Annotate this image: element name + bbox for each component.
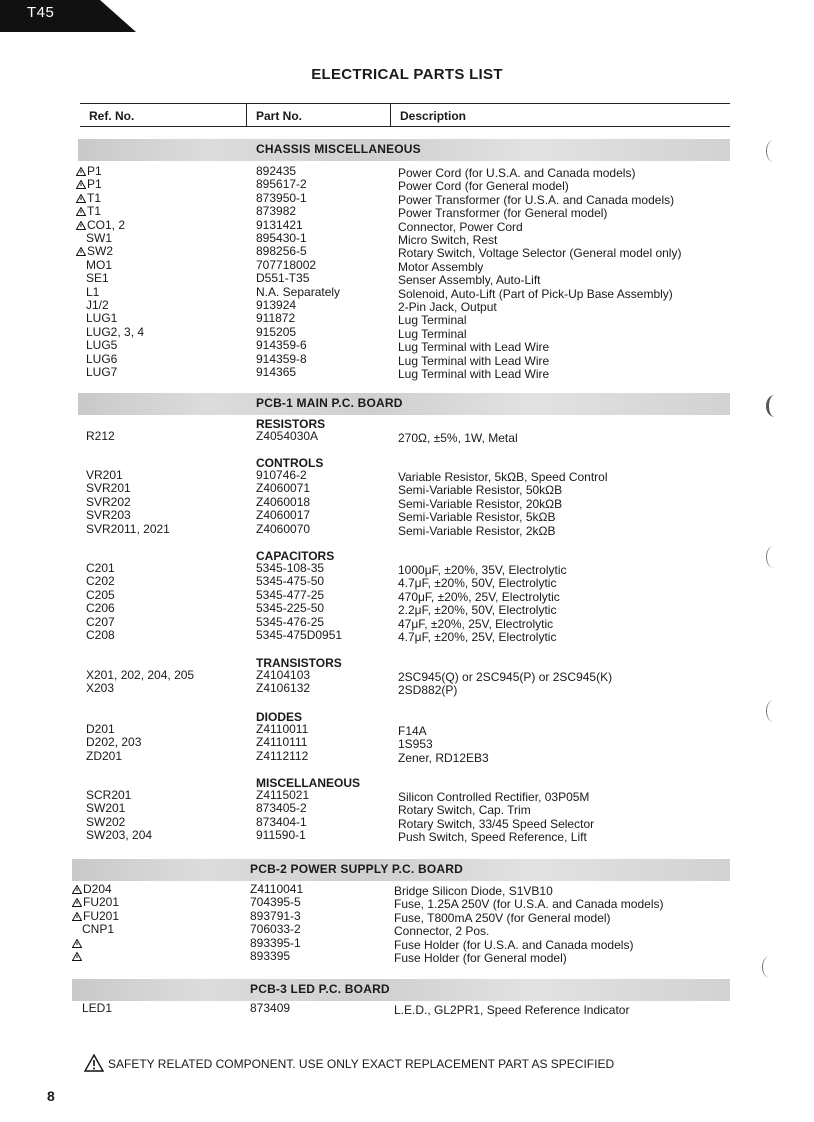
part-description: Fuse, 1.25A 250V (for U.S.A. and Canada models)	[394, 897, 664, 912]
part-description: Rotary Switch, 33/45 Speed Selector	[398, 816, 595, 831]
ref-cell	[86, 669, 194, 682]
ref-number: X201, 202, 204, 205	[86, 668, 195, 682]
safety-triangle-icon	[72, 898, 82, 907]
ref-cell	[76, 165, 102, 178]
safety-triangle-icon	[76, 194, 86, 203]
ref-number: FU201	[83, 908, 120, 923]
part-description: Variable Resistor, 5kΩB, Speed Control	[398, 470, 608, 484]
ref-number: SVR2011, 2021	[86, 521, 170, 536]
part-description: Fuse Holder (for U.S.A. and Canada models)	[394, 937, 634, 952]
ref-cell	[86, 589, 115, 602]
ref-cell	[86, 366, 117, 379]
column-header-ref: Ref. No.	[89, 109, 135, 123]
safety-triangle-icon	[76, 207, 86, 216]
ref-number: C205	[86, 587, 115, 602]
ref-number: C208	[86, 628, 115, 642]
ref-cell	[72, 950, 83, 963]
ref-cell	[86, 496, 131, 509]
ref-number: SE1	[86, 271, 109, 286]
ref-number: CO1, 2	[87, 217, 126, 232]
ref-number: SW203, 204	[86, 828, 153, 843]
part-number: Z4115021	[256, 788, 310, 802]
part-description: 2SD882(P)	[398, 683, 458, 698]
header-divider	[246, 103, 247, 126]
part-description: Zener, RD12EB3	[398, 750, 489, 765]
part-number: Z4110111	[256, 735, 308, 750]
part-number: 895430-1	[256, 231, 307, 245]
ref-cell	[86, 723, 115, 736]
part-number: Z4104103	[256, 668, 311, 682]
ref-number: L1	[86, 284, 100, 299]
ref-cell	[72, 883, 112, 896]
part-number: 911590-1	[256, 828, 306, 843]
ref-cell	[86, 562, 115, 575]
ref-cell	[86, 286, 99, 299]
part-number: 5345-476-25	[256, 614, 325, 629]
part-description: Rotary Switch, Voltage Selector (General model only)	[398, 246, 682, 261]
ref-number: D201	[86, 722, 115, 736]
part-description: L.E.D., GL2PR1, Speed Reference Indicator	[394, 1003, 630, 1017]
part-description: Power Transformer (for General model)	[398, 206, 608, 221]
part-description: Lug Terminal with Lead Wire	[398, 340, 550, 355]
part-description: Motor Assembly	[398, 259, 484, 274]
part-number: 5345-108-35	[256, 561, 325, 575]
part-number: 707718002	[256, 257, 317, 272]
part-number: 913924	[256, 298, 297, 312]
safety-triangle-icon	[72, 952, 82, 961]
group-subtitle: RESISTORS	[256, 417, 326, 431]
part-number: 5345-477-25	[256, 587, 325, 602]
part-description: 4.7μF, ±20%, 25V, Electrolytic	[398, 630, 557, 644]
part-number: 9131421	[256, 217, 303, 232]
part-number: N.A. Separately	[256, 284, 341, 299]
ref-cell	[86, 232, 112, 245]
model-tab-shape	[0, 0, 136, 32]
ref-cell	[76, 178, 102, 191]
ref-number: P1	[87, 164, 102, 178]
ref-number: SW202	[86, 814, 126, 829]
ref-cell	[86, 482, 131, 495]
part-description: Lug Terminal	[398, 326, 467, 341]
ref-number: FU201	[83, 895, 120, 910]
part-description: 270Ω, ±5%, 1W, Metal	[398, 431, 518, 445]
ref-cell	[86, 272, 109, 285]
part-description: Power Transformer (for U.S.A. and Canada models)	[398, 192, 675, 207]
ref-number: SW1	[86, 231, 113, 245]
safety-triangle-icon	[76, 221, 86, 230]
ref-number: C201	[86, 561, 115, 575]
part-description: Power Cord (for General model)	[398, 179, 569, 194]
ref-number: LUG2, 3, 4	[86, 324, 145, 339]
part-number: 706033-2	[250, 922, 301, 937]
ref-number: R212	[86, 429, 115, 443]
ref-cell	[86, 736, 141, 749]
ref-cell	[86, 339, 117, 352]
part-number: 5345-225-50	[256, 601, 325, 616]
part-number: 893395-1	[250, 935, 301, 950]
part-description: Fuse, T800mA 250V (for General model)	[394, 910, 611, 925]
group-subtitle: MISCELLANEOUS	[256, 776, 361, 790]
part-number: 910746-2	[256, 468, 307, 482]
part-number: 873982	[256, 204, 297, 219]
section-title: CHASSIS MISCELLANEOUS	[256, 142, 421, 156]
ref-cell	[86, 353, 117, 366]
ref-number: LUG7	[86, 365, 118, 379]
part-number: 892435	[256, 164, 297, 178]
part-number: 873950-1	[256, 190, 307, 205]
ref-number: C202	[86, 574, 115, 589]
ref-cell	[86, 816, 125, 829]
header-divider	[390, 103, 391, 126]
part-number: Z4112112	[256, 748, 309, 763]
part-description: 470μF, ±20%, 25V, Electrolytic	[398, 589, 560, 604]
ref-cell	[86, 259, 112, 272]
part-description: 1000μF, ±20%, 35V, Electrolytic	[398, 563, 567, 577]
ref-cell	[76, 219, 125, 232]
part-description: Lug Terminal with Lead Wire	[398, 367, 550, 381]
ref-number: LUG1	[86, 311, 118, 326]
ref-cell	[86, 789, 131, 802]
ref-number: SW201	[86, 801, 126, 816]
part-description: Silicon Controlled Rectifier, 03P05M	[398, 790, 590, 804]
part-description: Push Switch, Speed Reference, Lift	[398, 830, 587, 845]
punch-hole	[766, 140, 781, 162]
ref-cell	[76, 192, 101, 205]
page-number: 8	[47, 1088, 55, 1104]
part-number: Z4054030A	[256, 429, 319, 443]
ref-number: SCR201	[86, 788, 132, 802]
ref-cell	[76, 205, 101, 218]
part-number: Z4110011	[256, 722, 309, 736]
safety-triangle-icon	[76, 247, 86, 256]
part-description: Lug Terminal	[398, 313, 467, 328]
part-number: 893395	[250, 949, 291, 963]
part-number: Z4060018	[256, 494, 311, 509]
ref-number: MO1	[86, 257, 113, 272]
ref-number: LED1	[82, 1001, 113, 1015]
ref-cell	[86, 509, 131, 522]
part-number: 914359-6	[256, 338, 307, 353]
part-description: Connector, Power Cord	[398, 219, 523, 234]
part-description: Solenoid, Auto-Lift (Part of Pick-Up Base Assembly)	[398, 286, 673, 301]
ref-cell	[86, 750, 122, 763]
ref-cell	[76, 245, 113, 258]
ref-cell	[82, 923, 114, 936]
ref-number: T1	[87, 190, 102, 205]
ref-cell	[86, 829, 152, 842]
part-number: Z4106132	[256, 681, 311, 696]
safety-note-text: SAFETY RELATED COMPONENT. USE ONLY EXACT REPLACEMENT PART AS SPECIFIED	[108, 1057, 615, 1071]
ref-cell	[86, 616, 115, 629]
part-number: 895617-2	[256, 177, 307, 192]
punch-hole	[766, 700, 781, 722]
group-subtitle: DIODES	[256, 710, 303, 724]
part-description: 1S953	[398, 737, 433, 752]
group-subtitle: TRANSISTORS	[256, 656, 342, 670]
model-label: T45	[27, 4, 55, 21]
part-number: 5345-475D0951	[256, 628, 343, 642]
part-description: F14A	[398, 724, 427, 738]
ref-number: T1	[87, 204, 102, 219]
ref-cell	[72, 896, 119, 909]
part-number: 915205	[256, 324, 297, 339]
column-header-desc: Description	[400, 109, 467, 123]
part-number: 873405-2	[256, 801, 307, 816]
part-description: Senser Assembly, Auto-Lift	[398, 273, 541, 288]
part-description: Semi-Variable Resistor, 50kΩB	[398, 483, 563, 498]
part-number: Z4060017	[256, 508, 311, 523]
part-description: 2-Pin Jack, Output	[398, 300, 497, 314]
ref-cell	[86, 682, 114, 695]
punch-hole	[762, 956, 777, 978]
section-title: PCB-1 MAIN P.C. BOARD	[256, 396, 403, 410]
safety-triangle-icon	[72, 885, 82, 894]
ref-cell	[86, 430, 115, 443]
ref-number: D202, 203	[86, 735, 142, 750]
ref-cell	[86, 602, 115, 615]
part-description: Semi-Variable Resistor, 2kΩB	[398, 523, 556, 538]
safety-triangle-icon	[72, 912, 82, 921]
part-number: Z4060071	[256, 481, 311, 496]
ref-cell	[72, 910, 119, 923]
ref-number: J1/2	[86, 298, 109, 312]
ref-number: VR201	[86, 468, 123, 482]
ref-number: CNP1	[82, 922, 115, 937]
ref-number: SVR201	[86, 481, 131, 496]
part-description: 4.7μF, ±20%, 50V, Electrolytic	[398, 576, 557, 591]
group-subtitle: CAPACITORS	[256, 549, 335, 563]
ref-cell	[82, 1002, 112, 1015]
part-description: Lug Terminal with Lead Wire	[398, 353, 550, 368]
part-description: Micro Switch, Rest	[398, 233, 498, 247]
safety-triangle-icon	[72, 939, 82, 948]
ref-number: SVR203	[86, 508, 131, 523]
part-number: 893791-3	[250, 908, 301, 923]
ref-cell	[86, 575, 115, 588]
page-title: ELECTRICAL PARTS LIST	[311, 66, 503, 83]
part-number: 5345-475-50	[256, 574, 325, 589]
ref-number: C207	[86, 614, 115, 629]
part-description: 47μF, ±20%, 25V, Electrolytic	[398, 616, 554, 631]
ref-cell	[86, 326, 144, 339]
part-number: Z4110041	[250, 882, 304, 896]
ref-cell	[86, 629, 115, 642]
part-description: Bridge Silicon Diode, S1VB10	[394, 884, 553, 898]
ref-cell	[86, 802, 125, 815]
part-number: 873409	[250, 1001, 291, 1015]
ref-number: C206	[86, 601, 115, 616]
part-number: 914359-8	[256, 351, 307, 366]
safety-triangle-icon	[76, 167, 86, 176]
part-description: Power Cord (for U.S.A. and Canada models)	[398, 166, 636, 180]
punch-hole	[766, 546, 781, 568]
section-band	[72, 979, 730, 1001]
ref-cell	[72, 937, 83, 950]
safety-note	[84, 1054, 614, 1072]
part-number: D551-T35	[256, 271, 310, 286]
ref-number: X203	[86, 681, 115, 696]
ref-number: ZD201	[86, 748, 123, 763]
ref-number: SW2	[87, 244, 114, 259]
ref-cell	[86, 299, 109, 312]
warning-triangle-icon	[84, 1054, 104, 1072]
header-rule-bottom	[80, 126, 730, 127]
part-number: 898256-5	[256, 244, 307, 259]
ref-cell	[86, 312, 117, 325]
ref-number: LUG5	[86, 338, 118, 353]
part-number: 914365	[256, 365, 297, 379]
part-description: Connector, 2 Pos.	[394, 924, 490, 939]
column-header-part: Part No.	[256, 109, 303, 123]
section-title: PCB-2 POWER SUPPLY P.C. BOARD	[250, 862, 463, 876]
part-number: 911872	[256, 311, 296, 326]
ref-cell	[86, 469, 123, 482]
part-description: 2.2μF, ±20%, 50V, Electrolytic	[398, 603, 557, 618]
header-rule-top	[80, 103, 730, 104]
part-number: 704395-5	[250, 895, 301, 910]
section-band	[78, 393, 730, 415]
punch-hole	[766, 395, 783, 417]
safety-triangle-icon	[76, 180, 86, 189]
part-description: 2SC945(Q) or 2SC945(P) or 2SC945(K)	[398, 670, 613, 684]
part-description: Semi-Variable Resistor, 5kΩB	[398, 510, 556, 525]
part-description: Rotary Switch, Cap. Trim	[398, 803, 531, 818]
part-description: Semi-Variable Resistor, 20kΩB	[398, 496, 563, 511]
ref-number: P1	[87, 177, 102, 192]
ref-cell	[86, 523, 170, 536]
model-tab	[0, 0, 136, 32]
section-title: PCB-3 LED P.C. BOARD	[250, 982, 390, 996]
group-subtitle: CONTROLS	[256, 456, 324, 470]
part-number: 873404-1	[256, 814, 307, 829]
part-number: Z4060070	[256, 521, 311, 536]
ref-number: SVR202	[86, 494, 131, 509]
ref-number: D204	[83, 882, 112, 896]
part-description: Fuse Holder (for General model)	[394, 951, 567, 965]
ref-number: LUG6	[86, 351, 118, 366]
